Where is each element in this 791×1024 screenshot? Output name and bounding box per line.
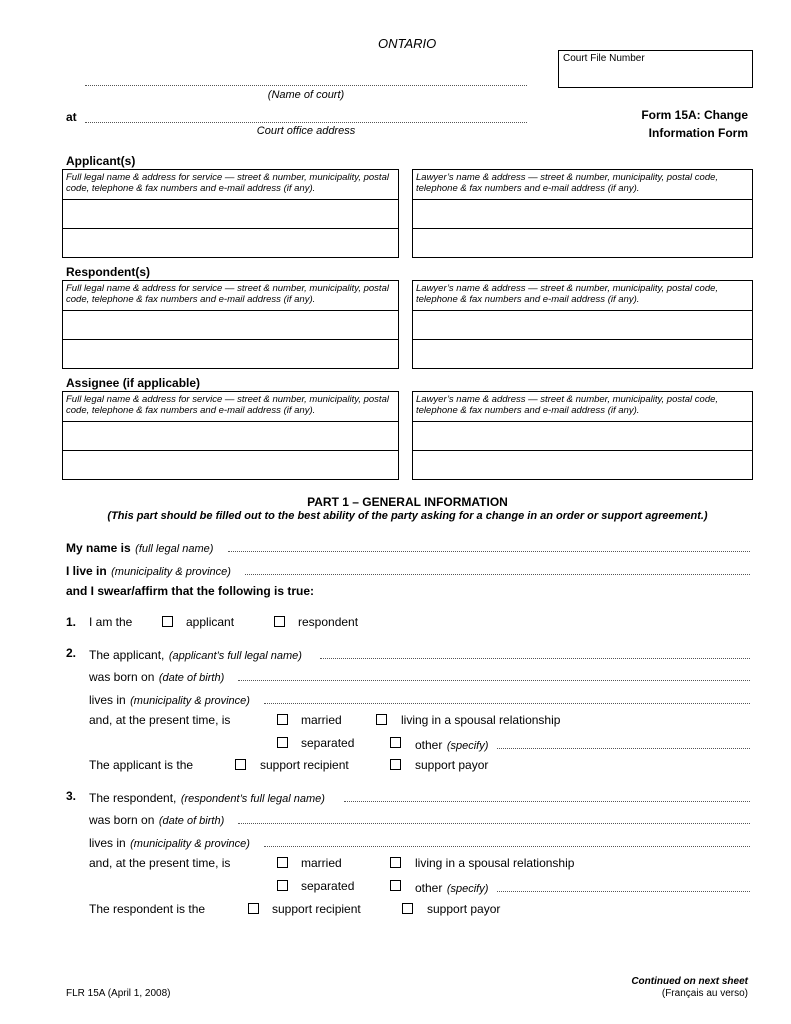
my-name-label: My name is: [66, 541, 131, 555]
form-title-line2: Information Form: [648, 126, 748, 140]
item2-born-label: was born on: [89, 670, 155, 684]
respondent-dob-input-line[interactable]: [238, 823, 750, 824]
respondent-other-input-line[interactable]: [497, 891, 750, 892]
respondent-married-label: married: [301, 856, 342, 870]
respondent-married-checkbox[interactable]: [277, 857, 288, 868]
applicant-other-checkbox[interactable]: [390, 737, 401, 748]
respondent-payor-checkbox[interactable]: [402, 903, 413, 914]
applicant-party-row-2[interactable]: [63, 229, 398, 258]
item2-applicant-name-row: [89, 646, 302, 664]
assignee-lawyer-row-1[interactable]: [413, 422, 752, 451]
part1-title: PART 1 – GENERAL INFORMATION: [307, 495, 508, 509]
swear-statement: and I swear/affirm that the following is true:: [66, 584, 315, 598]
applicant-spousal-checkbox[interactable]: [376, 714, 387, 725]
applicant-party-row-1[interactable]: [63, 200, 398, 229]
item3-lives-label: lives in: [89, 836, 126, 850]
item3-role-label: The respondent is the: [89, 902, 206, 916]
assignee-lawyer-row-2[interactable]: [413, 451, 752, 480]
my-name-input-line[interactable]: [228, 551, 750, 552]
i-live-input-line[interactable]: [245, 574, 750, 575]
item1-label: I am the: [89, 615, 133, 629]
applicant-separated-checkbox[interactable]: [277, 737, 288, 748]
item3-lives-row: [89, 834, 250, 852]
continued-note: Continued on next sheet: [631, 976, 748, 987]
respondent-spousal-checkbox[interactable]: [390, 857, 401, 868]
applicant-married-checkbox[interactable]: [277, 714, 288, 725]
item2-born-hint: (date of birth): [158, 672, 225, 684]
item2-born-row: [89, 668, 224, 686]
applicant-party-box[interactable]: [62, 169, 399, 258]
respondent-other-hint: (specify): [446, 883, 489, 895]
respondent-lawyer-row-1[interactable]: [413, 311, 752, 340]
item2-lives-label: lives in: [89, 693, 126, 707]
item3-born-label: was born on: [89, 813, 155, 827]
french-note: (Français au verso): [661, 988, 748, 999]
item2-label: The applicant,: [89, 648, 165, 662]
court-office-address-label: Court office address: [256, 125, 356, 137]
applicant-other-label: other: [415, 738, 443, 752]
applicant-other-row: [415, 736, 488, 754]
assignee-section-title: Assignee (if applicable): [66, 376, 201, 390]
applicant-option-label: applicant: [186, 615, 235, 629]
applicant-section-title: Applicant(s): [66, 154, 136, 168]
applicant-other-input-line[interactable]: [497, 748, 750, 749]
respondent-lawyer-row-2[interactable]: [413, 340, 752, 369]
applicant-married-label: married: [301, 713, 342, 727]
item3-lives-hint: (municipality & province): [130, 838, 250, 850]
form-title-line1: Form 15A: Change: [641, 108, 748, 122]
my-name-row: [66, 539, 213, 557]
respondent-separated-label: separated: [301, 879, 355, 893]
respondent-other-checkbox[interactable]: [390, 880, 401, 891]
respondent-party-box-head: Full legal name & address for service — street & number, municipality, postal code, telephone & fax numbers and e-mail address (if any).: [63, 281, 398, 311]
applicant-name-input-line[interactable]: [320, 658, 750, 659]
item2-hint: (applicant’s full legal name): [168, 650, 302, 662]
court-office-address-line[interactable]: [85, 122, 527, 123]
item3-status-label: and, at the present time, is: [89, 856, 231, 870]
i-live-label: I live in: [66, 564, 107, 578]
assignee-lawyer-box[interactable]: [412, 391, 753, 480]
assignee-party-box[interactable]: [62, 391, 399, 480]
item3-born-hint: (date of birth): [158, 815, 225, 827]
applicant-lives-input-line[interactable]: [264, 703, 750, 704]
respondent-lives-input-line[interactable]: [264, 846, 750, 847]
item2-lives-row: [89, 691, 250, 709]
item2-lives-hint: (municipality & province): [130, 695, 250, 707]
applicant-separated-label: separated: [301, 736, 355, 750]
item3-hint: (respondent’s full legal name): [180, 793, 325, 805]
item3-label: The respondent,: [89, 791, 177, 805]
at-label: at: [66, 110, 77, 124]
my-name-hint: (full legal name): [135, 543, 214, 555]
respondent-party-row-1[interactable]: [63, 311, 398, 340]
applicant-lawyer-row-1[interactable]: [413, 200, 752, 229]
item1-number: 1.: [66, 615, 77, 629]
respondent-other-label: other: [415, 881, 443, 895]
respondent-separated-checkbox[interactable]: [277, 880, 288, 891]
applicant-recipient-checkbox[interactable]: [235, 759, 246, 770]
applicant-spousal-label: living in a spousal relationship: [401, 713, 561, 727]
name-of-court-label: (Name of court): [267, 89, 345, 101]
item2-number: 2.: [66, 646, 77, 660]
respondent-option-label: respondent: [298, 615, 359, 629]
name-of-court-line[interactable]: [85, 85, 527, 86]
applicant-payor-label: support payor: [415, 758, 489, 772]
applicant-dob-input-line[interactable]: [238, 680, 750, 681]
respondent-lawyer-box[interactable]: [412, 280, 753, 369]
part1-subtitle: (This part should be filled out to the best ability of the party asking for a change in an order or support agreement.): [107, 510, 708, 522]
assignee-party-box-head: Full legal name & address for service — street & number, municipality, postal code, telephone & fax numbers and e-mail address (if any).: [63, 392, 398, 422]
applicant-lawyer-box[interactable]: [412, 169, 753, 258]
item2-role-label: The applicant is the: [89, 758, 194, 772]
respondent-party-box[interactable]: [62, 280, 399, 369]
assignee-lawyer-box-head: Lawyer’s name & address — street & number, municipality, postal code, telephone & fax numbers and e-mail address (if any).: [413, 392, 752, 422]
respondent-checkbox[interactable]: [274, 616, 285, 627]
respondent-recipient-checkbox[interactable]: [248, 903, 259, 914]
assignee-party-row-2[interactable]: [63, 451, 398, 480]
applicant-lawyer-box-head: Lawyer’s name & address — street & number, municipality, postal code, telephone & fax numbers and e-mail address (if any).: [413, 170, 752, 200]
applicant-lawyer-row-2[interactable]: [413, 229, 752, 258]
item3-number: 3.: [66, 789, 77, 803]
i-live-row: [66, 562, 231, 580]
respondent-party-row-2[interactable]: [63, 340, 398, 369]
item2-status-label: and, at the present time, is: [89, 713, 231, 727]
province-title: ONTARIO: [378, 36, 437, 51]
court-file-number-label: Court File Number: [563, 53, 645, 64]
applicant-party-box-head: Full legal name & address for service — street & number, municipality, postal code, telephone & fax numbers and e-mail address (if any).: [63, 170, 398, 200]
respondent-payor-label: support payor: [427, 902, 501, 916]
form-id: FLR 15A (April 1, 2008): [66, 988, 171, 999]
respondent-name-input-line[interactable]: [344, 801, 750, 802]
applicant-checkbox[interactable]: [162, 616, 173, 627]
court-file-number-box[interactable]: [558, 50, 753, 88]
applicant-payor-checkbox[interactable]: [390, 759, 401, 770]
respondent-other-row: [415, 879, 488, 897]
i-live-hint: (municipality & province): [111, 566, 231, 578]
respondent-section-title: Respondent(s): [66, 265, 150, 279]
respondent-spousal-label: living in a spousal relationship: [415, 856, 575, 870]
item3-respondent-name-row: [89, 789, 325, 807]
assignee-party-row-1[interactable]: [63, 422, 398, 451]
applicant-recipient-label: support recipient: [260, 758, 349, 772]
form-title: [560, 106, 748, 142]
respondent-recipient-label: support recipient: [272, 902, 361, 916]
applicant-other-hint: (specify): [446, 740, 489, 752]
item3-born-row: [89, 811, 224, 829]
respondent-lawyer-box-head: Lawyer’s name & address — street & number, municipality, postal code, telephone & fax numbers and e-mail address (if any).: [413, 281, 752, 311]
